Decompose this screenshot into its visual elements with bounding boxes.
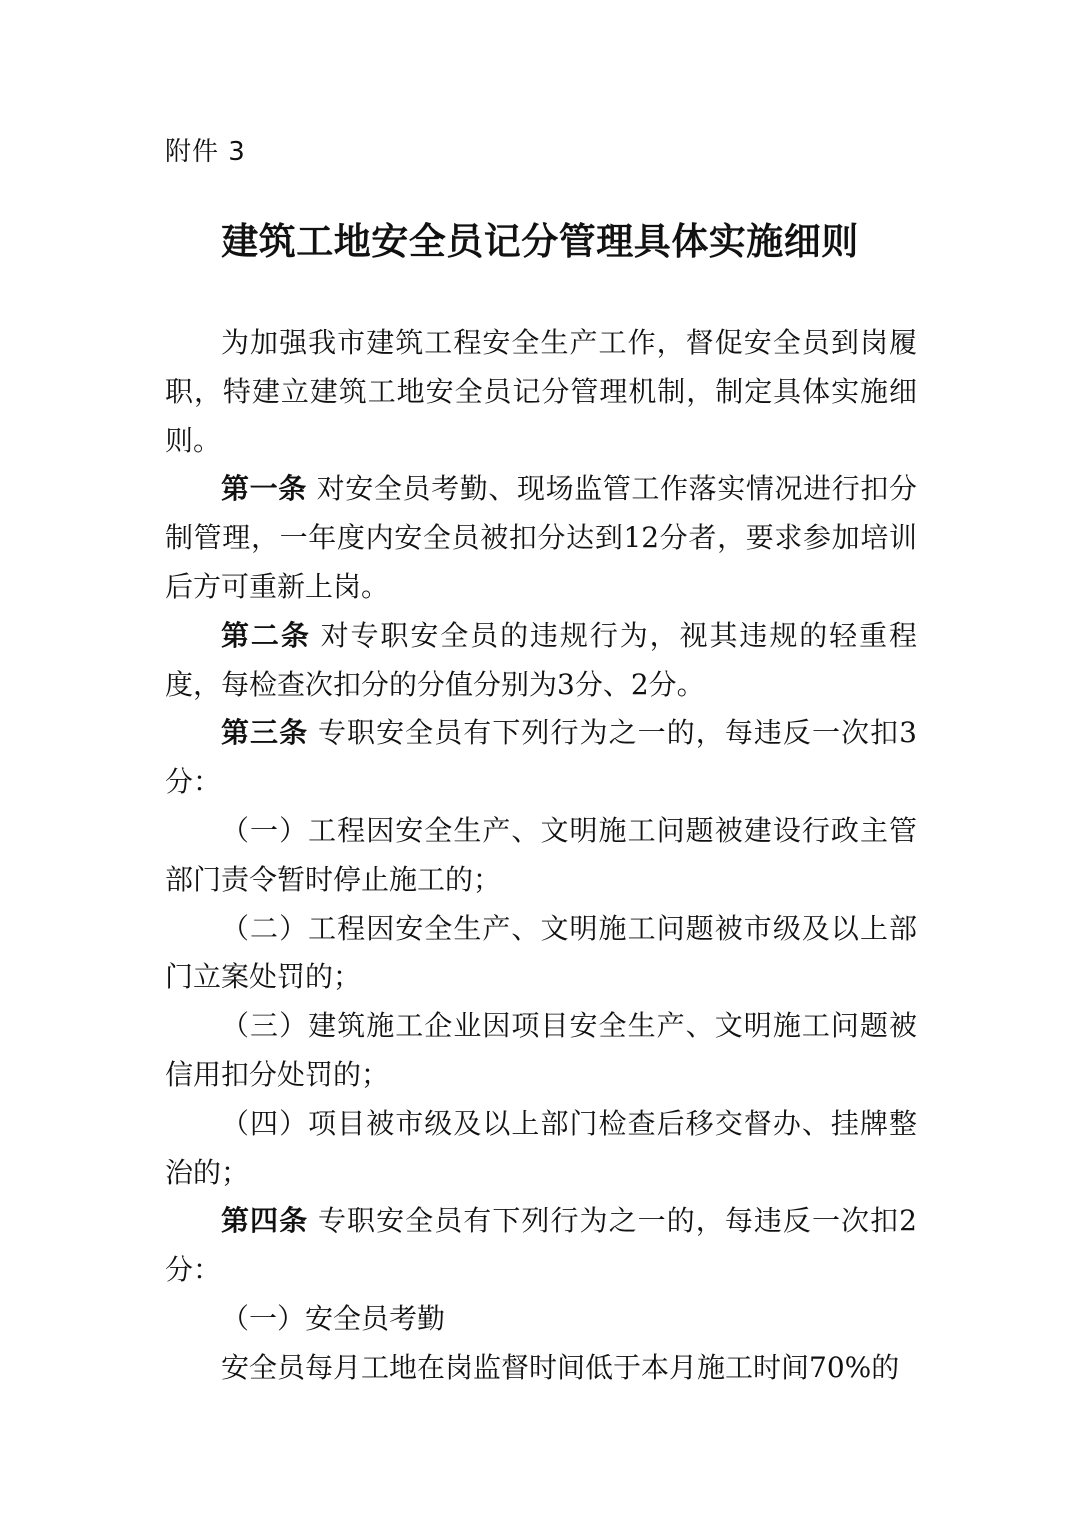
paragraph-article-1: [165, 465, 917, 611]
paragraph-text: （四）项目被市级及以上部门检查后移交督办、挂牌整治的；: [165, 1106, 917, 1189]
paragraph-text: （一）工程因安全生产、文明施工问题被建设行政主管部门责令暂时停止施工的；: [165, 813, 917, 896]
paragraph-item: [165, 1344, 917, 1393]
paragraph-text: 对安全员考勤、现场监管工作落实情况进行扣分制管理，一年度内安全员被扣分达到12分者，要求参加培训后方可重新上岗。: [165, 472, 917, 603]
paragraph-article-3: [165, 709, 917, 807]
paragraph-text: （二）工程因安全生产、文明施工问题被市级及以上部门立案处罚的；: [165, 911, 917, 994]
paragraph-intro: [165, 319, 917, 465]
paragraph-item: [165, 1002, 917, 1100]
article-label: 第三条: [221, 716, 309, 750]
paragraph-item: [165, 1295, 917, 1344]
paragraph-text: （三）建筑施工企业因项目安全生产、文明施工问题被信用扣分处罚的；: [165, 1009, 917, 1091]
paragraph-text: 对专职安全员的违规行为，视其违规的轻重程度，每检查次扣分的分值分别为3分、2分。: [165, 618, 917, 701]
paragraph-text: 专职安全员有下列行为之一的，每违反一次扣3分：: [165, 716, 917, 799]
paragraph-item: [165, 905, 917, 1003]
article-label: 第一条: [221, 472, 307, 506]
document-title: 建筑工地安全员记分管理具体实施细则: [221, 220, 859, 263]
document-body: [165, 319, 917, 1393]
attachment-label: 附件 3: [165, 137, 246, 167]
paragraph-text: 为加强我市建筑工程安全生产工作，督促安全员到岗履职，特建立建筑工地安全员记分管理机制，制定具体实施细则。: [165, 326, 917, 457]
paragraph-text: 专职安全员有下列行为之一的，每违反一次扣2分：: [165, 1204, 917, 1287]
paragraph-item: [165, 807, 917, 905]
paragraph-article-2: [165, 612, 917, 710]
paragraph-item: [165, 1100, 917, 1198]
paragraph-article-4: [165, 1197, 917, 1295]
article-label: 第二条: [221, 618, 311, 652]
article-label: 第四条: [221, 1204, 309, 1238]
paragraph-text: （一）安全员考勤: [221, 1301, 446, 1335]
paragraph-text: 安全员每月工地在岗监督时间低于本月施工时间70%的: [221, 1350, 900, 1384]
